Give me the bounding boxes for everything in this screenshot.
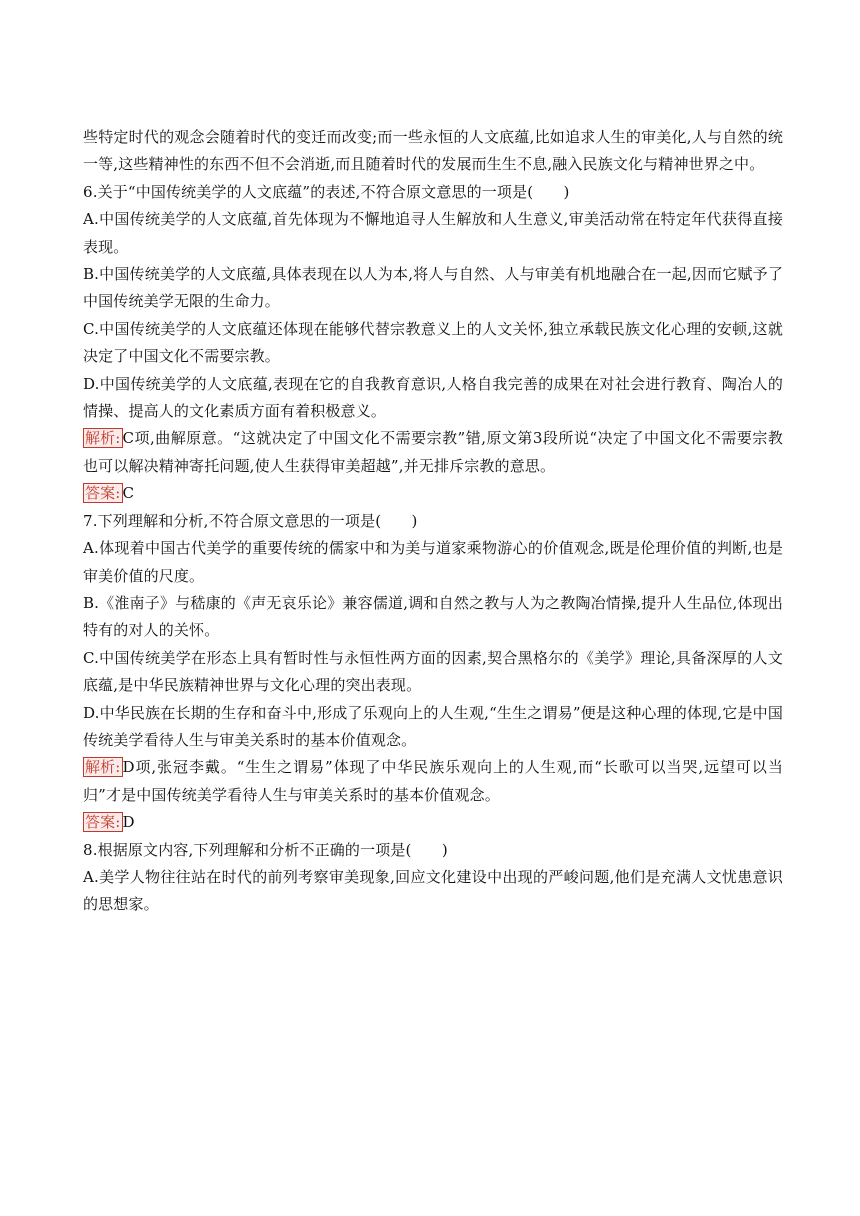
q6-answer-label: 答案: (85, 484, 121, 503)
q7-option-b-text: B.《淮南子》与嵇康的《声无哀乐论》兼容儒道,调和自然之教与人为之教陶冶情操,提升人生品位,体现出特有的对人的关怀。 (83, 593, 783, 640)
q6-option-d-text: D.中国传统美学的人文底蕴,表现在它的自我教育意识,人格自我完善的成果在对社会进行教育、陶冶人的情操、提高人的文化素质方面有着积极意义。 (83, 374, 783, 421)
q6-answer (83, 480, 783, 507)
q7-analysis-text: D项,张冠李戴。“生生之谓易”体现了中华民族乐观向上的人生观,而“长歌可以当哭,远望可以当归”才是中国传统美学看待人生与审美关系时的基本价值观念。 (83, 758, 783, 804)
q6-stem (83, 179, 783, 206)
q8-option-a-text: A.美学人物往往站在时代的前列考察审美现象,回应文化建设中出现的严峻问题,他们是充满人文忧患意识的思想家。 (83, 867, 783, 914)
q6-analysis-label: 解析: (85, 429, 121, 448)
q6-option-c-text: C.中国传统美学的人文底蕴还体现在能够代替宗教意义上的人文关怀,独立承载民族文化心理的安顿,这就决定了中国文化不需要宗教。 (83, 319, 783, 366)
q6-analysis (83, 425, 783, 480)
q6-option-b-text: B.中国传统美学的人文底蕴,具体表现在以人为本,将人与自然、人与审美有机地融合在一起,因而它赋予了中国传统美学无限的生命力。 (83, 265, 783, 311)
intro-paragraph (83, 124, 783, 179)
q8-option-a (83, 864, 783, 919)
q7-answer-label: 答案: (85, 813, 121, 832)
q7-option-d (83, 700, 783, 755)
q7-option-a (83, 535, 783, 590)
q7-answer-text: D (122, 813, 135, 832)
q7-option-c (83, 645, 783, 700)
q7-stem-text: 7.下列理解和分析,不符合原文意思的一项是( ) (83, 511, 418, 530)
intro-text: 些特定时代的观念会随着时代的变迁而改变;而一些永恒的人文底蕴,比如追求人生的审美化,人与自然的统一等,这些精神性的东西不但不会消逝,而且随着时代的发展而生生不息,融入民族文化与精神世界之中。 (83, 128, 783, 174)
q6-answer-text: C (122, 484, 135, 503)
q7-option-d-text: D.中华民族在长期的生存和奋斗中,形成了乐观向上的人生观,“生生之谓易”便是这种心理的体现,它是中国传统美学看待人生与审美关系时的基本价值观念。 (83, 703, 783, 749)
q6-stem-text: 6.关于“中国传统美学的人文底蕴”的表述,不符合原文意思的一项是( ) (83, 182, 570, 201)
q7-option-b (83, 590, 783, 645)
document-body (83, 124, 783, 919)
q6-option-a (83, 206, 783, 261)
q7-analysis (83, 754, 783, 809)
q6-option-c (83, 316, 783, 371)
q6-option-d (83, 371, 783, 426)
q7-option-a-text: A.体现着中国古代美学的重要传统的儒家中和为美与道家乘物游心的价值观念,既是伦理价值的判断,也是审美价值的尺度。 (83, 539, 783, 585)
q7-option-c-text: C.中国传统美学在形态上具有暂时性与永恒性两方面的因素,契合黑格尔的《美学》理论,具备深厚的人文底蕴,是中华民族精神世界与文化心理的突出表现。 (83, 648, 783, 695)
q8-stem (83, 837, 783, 864)
q7-stem (83, 508, 783, 535)
q7-analysis-label: 解析: (85, 758, 121, 777)
q8-stem-text: 8.根据原文内容,下列理解和分析不正确的一项是( ) (83, 840, 448, 859)
q6-analysis-text: C项,曲解原意。“这就决定了中国文化不需要宗教”错,原文第3段所说“决定了中国文化不需要宗教也可以解决精神寄托问题,使人生获得审美超越”,并无排斥宗教的意思。 (83, 429, 783, 475)
q7-answer (83, 809, 783, 836)
q6-option-a-text: A.中国传统美学的人文底蕴,首先体现为不懈地追寻人生解放和人生意义,审美活动常在特定年代获得直接表现。 (83, 210, 783, 256)
q6-option-b (83, 261, 783, 316)
